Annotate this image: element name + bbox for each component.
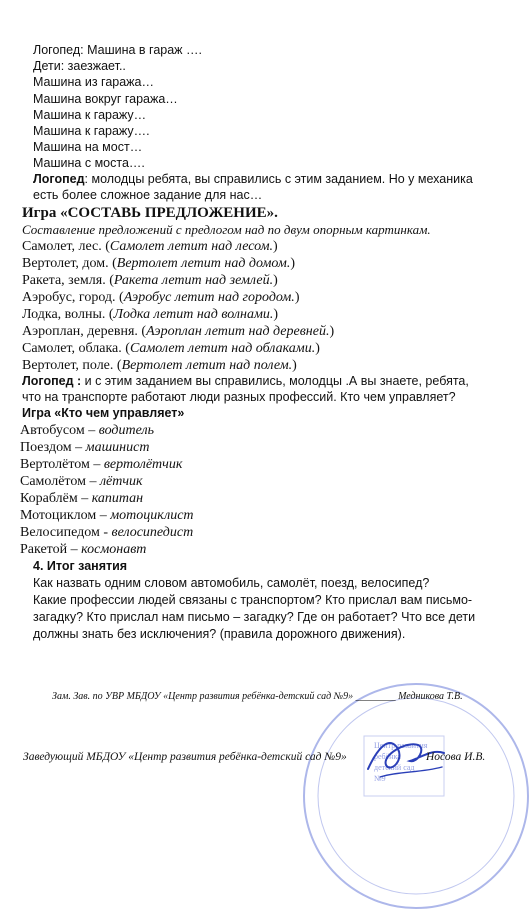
stamp-text-line: Центр развития [374, 741, 428, 750]
text-line: Машина с моста…. [33, 156, 145, 170]
sentence-line: Аэроплан, деревня. (Аэроплан летит над деревней.) [22, 324, 335, 339]
text-line: Как назвать одним словом автомобиль, самолёт, поезд, велосипед? [33, 576, 430, 590]
text-line: Логопед : и с этим заданием вы справились, молодцы .А вы знаете, ребята, [22, 374, 469, 388]
deputy-signature-line [52, 691, 463, 702]
head-signature-line [23, 751, 347, 763]
signature-position: Заведующий МБДОУ «Центр развития ребёнка-детский сад №9» [23, 751, 347, 763]
text-line: Машина вокруг гаража… [33, 92, 178, 106]
profession-line: Поездом – машинист [20, 440, 150, 455]
text-line: загадку? Кто прислал нам письмо – загадку? Где он работает? Что все дети [33, 610, 476, 624]
text-line: что на транспорте работают люди разных профессий. Кто чем управляет? [22, 390, 456, 404]
text-line: Логопед: молодцы ребята, вы справились с этим заданием. Но у механика [33, 172, 473, 186]
text-line: Дети: заезжает.. [33, 59, 126, 73]
sentence-line: Вертолет, дом. (Вертолет летит над домом.) [22, 256, 295, 271]
sentence-line: Самолет, лес. (Самолет летит над лесом.) [22, 239, 278, 254]
text-line: Какие профессии людей связаны с транспортом? Кто прислал вам письмо- [33, 593, 473, 607]
sentence-line: Лодка, волны. (Лодка летит над волнами.) [22, 307, 279, 322]
text-line: Машина к гаражу… [33, 108, 147, 122]
sentence-line: Аэробус, город. (Аэробус летит над городом.) [22, 290, 300, 305]
sentence-line: Самолет, облака. (Самолет летит над облаками.) [22, 341, 320, 356]
text-line: Составление предложений с предлогом над по двум опорным картинкам. [22, 222, 431, 237]
text-line: Логопед: Машина в гараж …. [33, 43, 202, 57]
profession-line: Кораблём – капитан [20, 491, 144, 506]
profession-line: Велосипедом - велосипедист [20, 525, 194, 540]
section-heading: 4. Итог занятия [33, 559, 128, 573]
text-line: Машина к гаражу…. [33, 124, 150, 138]
head-signature-name: Носова И.В. [426, 751, 486, 763]
signature-name: Медникова Т.В. [398, 691, 463, 702]
speaker-label: Логопед : [22, 374, 82, 388]
profession-line: Автобусом – водитель [20, 423, 154, 438]
sentence-line: Ракета, земля. (Ракета летит над землей.) [22, 273, 278, 288]
signature-blank: ________ [355, 691, 396, 702]
sentence-line: Вертолет, поле. (Вертолет летит над полем.) [22, 358, 297, 373]
game-heading: Игра «Кто чем управляет» [22, 406, 185, 420]
signature-position: Зам. Зав. по УВР МБДОУ «Центр развития ребёнка-детский сад №9» [52, 691, 354, 702]
profession-line: Ракетой – космонавт [20, 542, 147, 557]
speaker-label: Логопед [33, 172, 85, 186]
text-line: Машина на мост… [33, 140, 143, 154]
text-line: Машина из гаража… [33, 75, 154, 89]
game-heading: Игра «СОСТАВЬ ПРЕДЛОЖЕНИЕ». [22, 205, 278, 221]
profession-line: Самолётом – лётчик [20, 474, 143, 489]
stamp-text-line: №9 [374, 774, 386, 783]
stamp-text-line: ребёнка [374, 752, 401, 761]
profession-line: Вертолётом – вертолётчик [20, 457, 183, 472]
stamp-seal [296, 676, 531, 916]
text-line: должны знать без исключения? (правила дорожного движения). [33, 627, 406, 641]
profession-line: Мотоциклом – мотоциклист [20, 508, 194, 523]
stamp-text-line: детский сад [374, 763, 415, 772]
text-line: есть более сложное задание для нас… [33, 188, 263, 202]
